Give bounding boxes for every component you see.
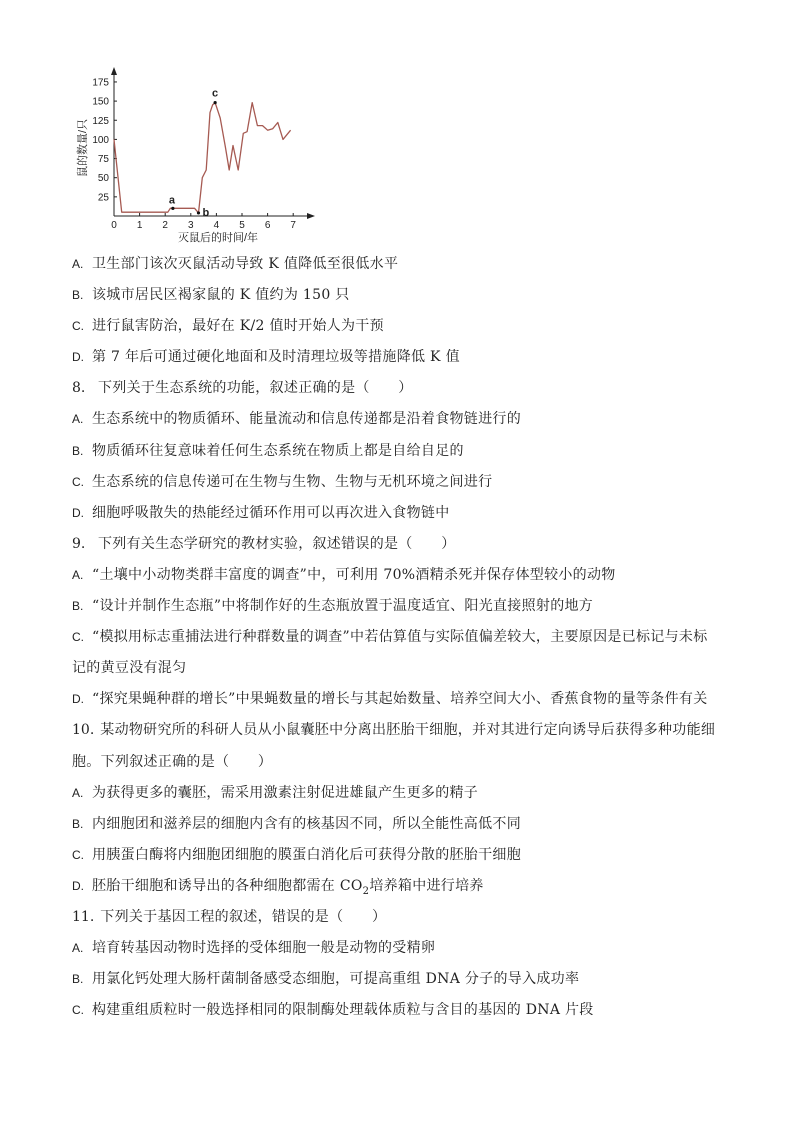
option-label: A. [72,412,84,427]
option-text: 该城市居民区褐家鼠的 K 值约为 150 只 [92,287,350,304]
option-label: C. [72,847,84,862]
point-b-marker [197,211,200,214]
q11-option-c [72,995,732,1026]
option-label: D. [72,350,84,365]
option-label: B. [72,972,84,987]
point-a-label: a [168,194,175,207]
q9-option-b [72,591,732,622]
q9-stem [72,529,732,560]
q10-option-b [72,809,732,840]
point-a-marker [171,207,174,210]
option-text: 培育转基因动物时选择的受体细胞一般是动物的受精卵 [92,940,436,957]
q7-option-a [72,249,732,280]
question-number: 10. [72,722,95,739]
option-text: “探究果蝇种群的增长”中果蝇数量的增长与其起始数量、培养空间大小、香蕉食物的量等条件有关 [92,691,708,708]
option-label: D. [72,505,84,520]
option-text-continued: 记的黄豆没有混匀 [72,660,187,677]
option-text: 构建重组质粒时一般选择相同的限制酶处理载体质粒与含目的基因的 DNA 片段 [92,1002,594,1019]
option-text-after: 培养箱中进行培养 [369,877,484,894]
question-stem-continued: 胞。下列叙述正确的是（ ） [72,753,273,770]
y-tick-label: 25 [97,192,109,204]
q10-option-c [72,840,732,871]
option-label: C. [72,1003,84,1018]
y-tick-label: 100 [92,134,109,146]
x-tick-label: 3 [188,220,194,231]
option-label: A. [72,567,84,582]
q10-option-d [72,871,732,902]
option-label: B. [72,599,84,614]
point-b-label: b [202,206,210,219]
x-tick-label: 7 [290,220,296,231]
option-label: B. [72,443,84,458]
population-curve [114,103,291,213]
option-text: “土壤中小动物类群丰富度的调查”中，可利用 70%酒精杀死并保存体型较小的动物 [92,566,616,583]
option-label: B. [72,288,84,303]
option-label: C. [72,630,84,645]
option-text: 为获得更多的囊胚，需采用激素注射促进雄鼠产生更多的精子 [92,784,479,801]
question-stem: 下列关于基因工程的叙述，错误的是（ ） [100,908,387,925]
option-text: 进行鼠害防治，最好在 K/2 值时开始人为干预 [92,318,384,335]
question-number: 9. [72,535,86,552]
q11-option-a [72,933,732,964]
q8-option-d [72,498,732,529]
question-number: 11. [72,908,95,925]
x-axis-arrow [307,213,315,219]
annotations [169,88,218,219]
x-tick-label: 1 [136,220,143,231]
q7-option-c [72,311,732,342]
option-label: C. [72,319,84,334]
q8-option-c [72,467,732,498]
option-label: C. [72,474,84,489]
y-tick-label: 175 [92,77,109,89]
question-number: 8. [72,380,86,397]
option-text: “设计并制作生态瓶”中将制作好的生态瓶放置于温度适宜、阳光直接照射的地方 [92,598,594,615]
question-content [72,249,732,1026]
x-tick-label: 4 [213,220,220,231]
option-label: A. [72,785,84,800]
q8-option-a [72,404,732,435]
question-stem: 下列有关生态学研究的教材实验，叙述错误的是（ ） [98,535,456,552]
y-axis-label: 鼠的数量/只 [77,118,89,178]
option-text: 生态系统的信息传递可在生物与生物、生物与无机环境之间进行 [92,473,493,490]
option-label: D. [72,692,84,707]
q10-stem-continued [72,747,732,778]
q7-option-d [72,342,732,373]
x-axis-label: 灭鼠后的时间/年 [177,232,259,244]
option-label: A. [72,257,84,271]
option-text: 胚胎干细胞和诱导出的各种细胞都需在 CO [92,877,363,894]
q8-stem [72,373,732,404]
x-tick-label: 0 [111,220,117,231]
series [114,103,291,213]
option-label: D. [72,878,84,893]
y-tick-label: 50 [97,173,109,185]
option-text: 物质循环往复意味着任何生态系统在物质上都是自给自足的 [92,442,464,459]
subscript: 2 [362,885,370,897]
x-tick-label: 6 [264,220,271,231]
q9-option-d [72,684,732,715]
q11-stem [72,902,732,933]
q11-option-b [72,964,732,995]
option-text: 第 7 年后可通过硬化地面和及时清理垃圾等措施降低 K 值 [92,349,460,366]
x-tick-label: 5 [239,220,245,231]
option-text: “模拟用标志重捕法进行种群数量的调查”中若估算值与实际值偏差较大，主要原因是已标记与未标 [92,629,708,646]
q9-option-a [72,560,732,591]
q10-option-a [72,778,732,809]
q9-option-c-continued [72,653,732,684]
y-axis-arrow [111,67,117,75]
q10-stem [72,715,732,746]
y-tick-label: 150 [92,96,109,108]
x-tick-label: 2 [162,220,168,231]
population-chart [70,60,330,250]
option-text: 用氯化钙处理大肠杆菌制备感受态细胞，可提高重组 DNA 分子的导入成功率 [92,971,580,988]
question-stem: 下列关于生态系统的功能，叙述正确的是（ ） [98,380,413,397]
option-text: 内细胞团和滋养层的细胞内含有的核基因不同，所以全能性高低不同 [92,815,521,832]
option-text: 用胰蛋白酶将内细胞团细胞的膜蛋白消化后可获得分散的胚胎干细胞 [92,846,521,863]
option-label: B. [72,816,84,831]
option-text: 细胞呼吸散失的热能经过循环作用可以再次进入食物链中 [92,504,450,521]
option-text: 生态系统中的物质循环、能量流动和信息传递都是沿着食物链进行的 [92,411,521,428]
question-stem: 某动物研究所的科研人员从小鼠囊胚中分离出胚胎干细胞，并对其进行定向诱导后获得多种功能细 [100,722,716,739]
q7-option-b [72,280,732,311]
option-label: A. [72,941,84,956]
q9-option-c [72,622,732,653]
point-c-marker [214,101,217,104]
q8-option-b [72,436,732,467]
y-tick-label: 125 [92,115,109,127]
option-text: 卫生部门该次灭鼠活动导致 K 值降低至很低水平 [92,256,399,272]
point-c-label: c [212,87,219,100]
y-tick-label: 75 [97,154,109,166]
